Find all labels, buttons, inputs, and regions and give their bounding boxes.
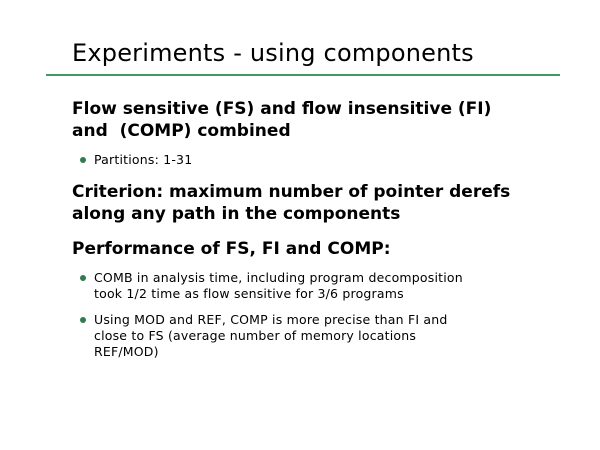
bullet-dot-icon <box>80 157 86 163</box>
bullet2-line1: Using MOD and REF, COMP is more precise than FI and <box>94 312 448 327</box>
slide-title: Experiments - using components <box>72 39 474 67</box>
bullet1-line2: took 1/2 time as flow sensitive for 3/6 programs <box>94 286 404 301</box>
section3-heading: Performance of FS, FI and COMP: <box>72 239 391 259</box>
section1-heading-line1: Flow sensitive (FS) and flow insensitive (FI) <box>72 99 492 119</box>
section2-heading-line2: along any path in the components <box>72 204 401 224</box>
title-divider <box>46 74 560 76</box>
bullet2-line2: close to FS (average number of memory locations <box>94 328 417 343</box>
bullet-dot-icon <box>80 317 86 323</box>
section1-heading-line2: and (COMP) combined <box>72 121 291 141</box>
section2-heading-line1: Criterion: maximum number of pointer derefs <box>72 182 511 202</box>
partitions-bullet-text: Partitions: 1-31 <box>94 152 193 167</box>
bullet-dot-icon <box>80 275 86 281</box>
bullet2-line3: REF/MOD) <box>94 344 159 359</box>
bullet1-line1: COMB in analysis time, including program decomposition <box>94 270 463 285</box>
